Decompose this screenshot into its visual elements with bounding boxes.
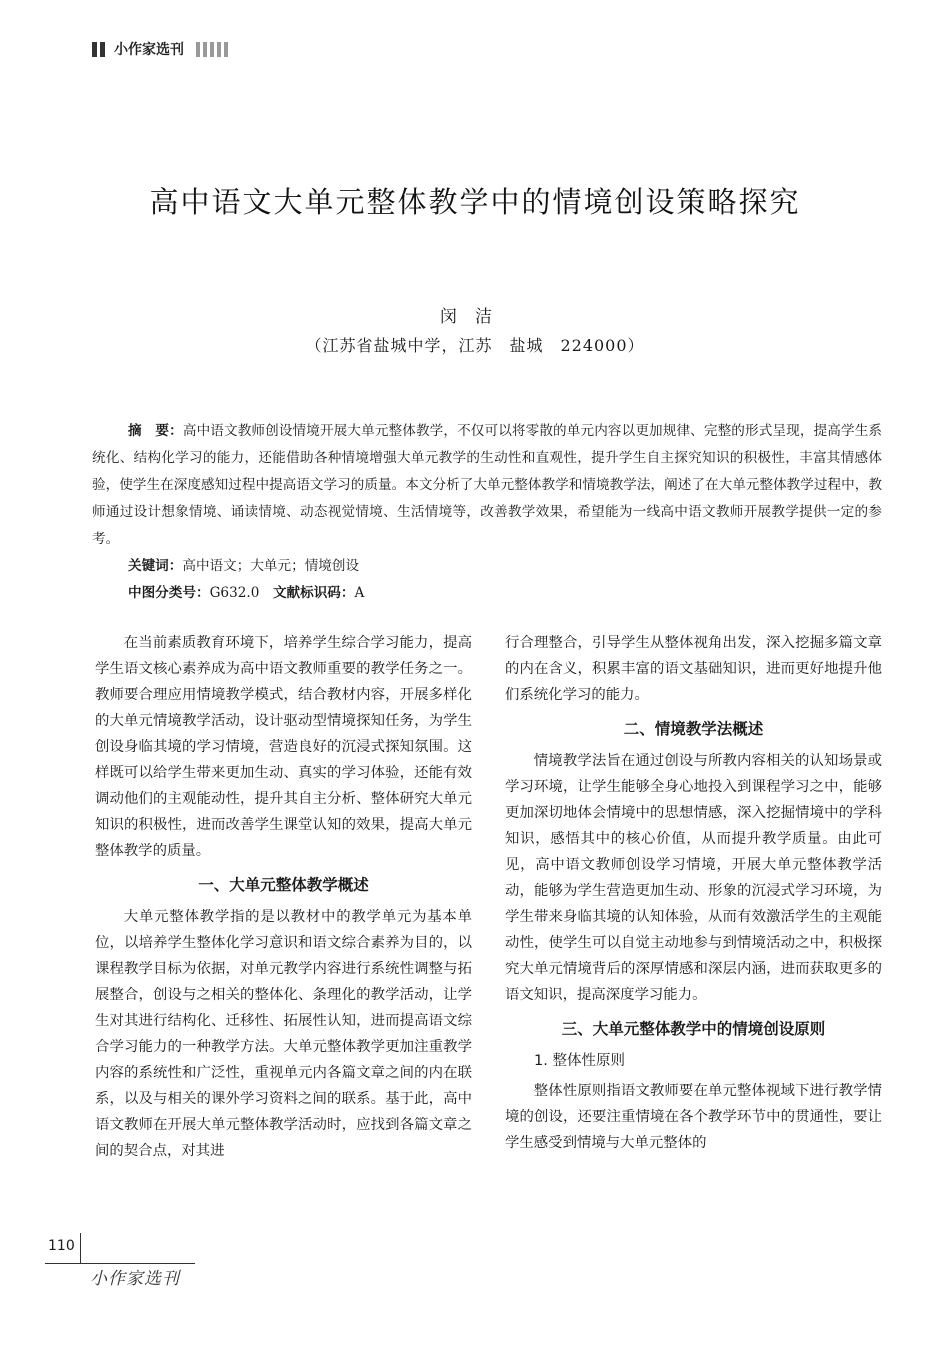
- doc-code: A: [354, 585, 365, 601]
- intro-paragraph: 在当前素质教育环境下，培养学生综合学习能力，提高学生语文核心素养成为高中语文教师重要的教学任务之一。教师要合理应用情境教学模式，结合教材内容，开展多样化的大单元情境教学活动，设计驱动型情境探知任务，为学生创设身临其境的学习情境，营造良好的沉浸式探知氛围。这样既可以给学生带来更加生动、真实的学习体验，还能有效调动他们的主观能动性，提升其自主分析、整体研究大单元知识的积极性，进而改善学生课堂认知的效果，提高大单元整体教学的质量。: [95, 635, 472, 859]
- subsection-heading-1: 1. 整体性原则: [534, 1053, 625, 1069]
- article-title: 高中语文大单元整体教学中的情境创设策略探究: [149, 185, 801, 219]
- header-bar-mark: [92, 42, 97, 57]
- header-bar-mark: [210, 42, 214, 57]
- running-header: [92, 38, 231, 60]
- section-heading-2: 二、情境教学法概述: [623, 720, 764, 738]
- clc-code: G632.0: [209, 585, 260, 601]
- doc-code-label: 文献标识码：: [272, 585, 355, 601]
- section-heading-1: 一、大单元整体教学概述: [198, 876, 369, 894]
- section-1-continuation: 行合理整合，引导学生从整体视角出发，深入挖掘多篇文章的内在含义，积累丰富的语文基础知识，进而更好地提升他们系统化学习的能力。: [505, 635, 882, 703]
- abstract-block: [92, 418, 882, 607]
- classification-line: [92, 580, 882, 607]
- clc-label: 中图分类号：: [128, 585, 210, 601]
- header-bar-mark: [100, 42, 105, 57]
- body-column-right: [505, 630, 882, 1156]
- abstract-paragraph: [92, 418, 882, 553]
- section-3-paragraph: 整体性原则指语文教师要在单元整体视域下进行教学情境的创设，还要注重情境在各个教学环节中的贯通性，要让学生感受到情境与大单元整体的: [505, 1083, 882, 1151]
- keywords-line: [92, 553, 882, 580]
- journal-logo: [88, 1263, 193, 1291]
- journal-logo-text: 小作家选刊: [90, 1269, 180, 1289]
- section-2-paragraph: 情境教学法旨在通过创设与所教内容相关的认知场景或学习环境，让学生能够全身心地投入到课程学习之中，能够更加深切地体会情境中的思想情感，深入挖掘情境中的学科知识，感悟其中的核心价值，从而提升教学质量。由此可见，高中语文教师创设学习情境，开展大单元整体教学活动，能够为学生营造更加生动、形象的沉浸式学习环境，为学生带来身临其境的认知体验，从而有效激活学生的主观能动性，使学生可以自觉主动地参与到情境活动之中，积极探究大单元情境背后的深厚情感和深层内涵，进而获取更多的语文知识，提高深度学习能力。: [505, 753, 882, 1003]
- section-heading-3: 三、大单元整体教学中的情境创设原则: [561, 1020, 826, 1038]
- header-bar-mark: [224, 42, 228, 57]
- journal-name: 小作家选刊: [114, 42, 184, 58]
- abstract-text: 高中语文教师创设情境开展大单元整体教学，不仅可以将零散的单元内容以更加规律、完整的形式呈现，提高学生系统化、结构化学习的能力，还能借助各种情境增强大单元教学的生动性和直观性，提升学生自主探究知识的积极性，丰富其情感体验，使学生在深度感知过程中提高语文学习的质量。本文分析了大单元整体教学和情境教学法，阐述了在大单元整体教学过程中，教师通过设计想象情境、诵读情境、动态视觉情境、生活情境等，改善教学效果，希望能为一线高中语文教师开展教学提供一定的参考。: [92, 423, 883, 547]
- footer-rule-vertical: [80, 1233, 81, 1263]
- keywords-label: 关键词：: [128, 558, 183, 574]
- abstract-label: 摘 要：: [128, 423, 183, 439]
- header-bar-mark: [196, 42, 200, 57]
- section-1-paragraph: 大单元整体教学指的是以教材中的教学单元为基本单位，以培养学生整体化学习意识和语文综合素养为目的，以课程教学目标为依据，对单元教学内容进行系统性调整与拓展整合，创设与之相关的整体化、条理化的教学活动，让学生对其进行结构化、迁移性、拓展性认知，进而提高语文综合学习能力的一种教学方法。大单元整体教学更加注重教学内容的系统性和广泛性，重视单元内各篇文章之间的内在联系，以及与相关的课外学习资料之间的联系。基于此，高中语文教师在开展大单元整体教学活动时，应找到各篇文章之间的契合点，对其进: [95, 909, 472, 1159]
- body-column-left: [95, 630, 472, 1164]
- page-number: 110: [48, 1238, 75, 1254]
- header-bar-mark: [217, 42, 221, 57]
- header-bar-mark: [203, 42, 207, 57]
- author-name: 闵洁: [440, 307, 510, 327]
- keywords-text: 高中语文；大单元；情境创设: [182, 558, 360, 574]
- author-affiliation: （江苏省盐城中学，江苏 盐城 224000）: [305, 336, 645, 355]
